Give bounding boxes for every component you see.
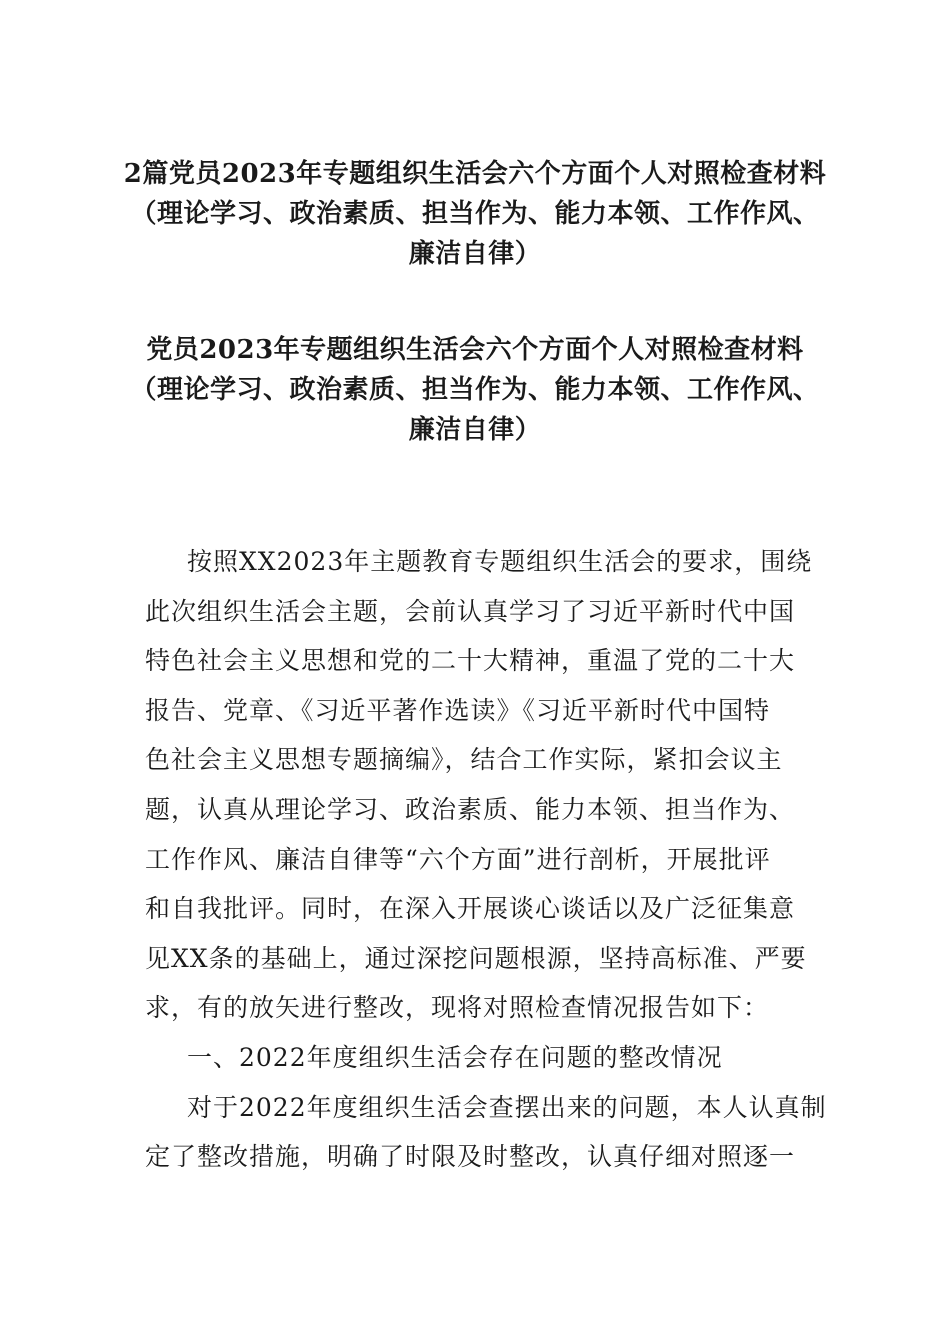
section-title-line-2: （理论学习、政治素质、担当作为、能力本领、工作作风、 — [130, 375, 820, 405]
body-line: 此次组织生活会主题，会前认真学习了习近平新时代中国 — [145, 596, 796, 626]
section-title-line-3: 廉洁自律） — [408, 415, 542, 445]
body-line: 色社会主义思想专题摘编》，结合工作实际，紧扣会议主 — [145, 745, 783, 775]
body-line: 特色社会主义思想和党的二十大精神，重温了党的二十大 — [145, 646, 796, 676]
section-title — [100, 330, 850, 450]
section-heading: 一、2022年度组织生活会存在问题的整改情况 — [187, 1042, 723, 1072]
body-line: 对于2022年度组织生活会查摆出来的问题，本人认真制 — [187, 1092, 827, 1122]
body-line: 工作作风、廉洁自律等“六个方面”进行剖析，开展批评 — [145, 844, 771, 874]
title-line-2: （理论学习、政治素质、担当作为、能力本领、工作作风、 — [130, 199, 820, 229]
body-line: 定了整改措施，明确了时限及时整改，认真仔细对照逐一 — [145, 1142, 796, 1172]
title-line-1: 2篇党员2023年专题组织生活会六个方面个人对照检查材料 — [123, 159, 827, 189]
body-line: 见XX条的基础上，通过深挖问题根源，坚持高标准、严要 — [145, 943, 807, 973]
title-line-3: 廉洁自律） — [408, 239, 542, 269]
body-line: 求，有的放矢进行整改，现将对照检查情况报告如下： — [145, 993, 770, 1023]
body-line: 题，认真从理论学习、政治素质、能力本领、担当作为、 — [145, 794, 796, 824]
section-title-line-1: 党员2023年专题组织生活会六个方面个人对照检查材料 — [146, 335, 804, 365]
body-line: 按照XX2023年主题教育专题组织生活会的要求，围绕 — [187, 547, 813, 576]
body-line: 报告、党章、《习近平著作选读》《习近平新时代中国特 — [145, 695, 771, 725]
body-paragraphs — [145, 537, 827, 1182]
document-title — [100, 154, 850, 274]
body-line: 和自我批评。同时，在深入开展谈心谈话以及广泛征集意 — [145, 894, 796, 924]
